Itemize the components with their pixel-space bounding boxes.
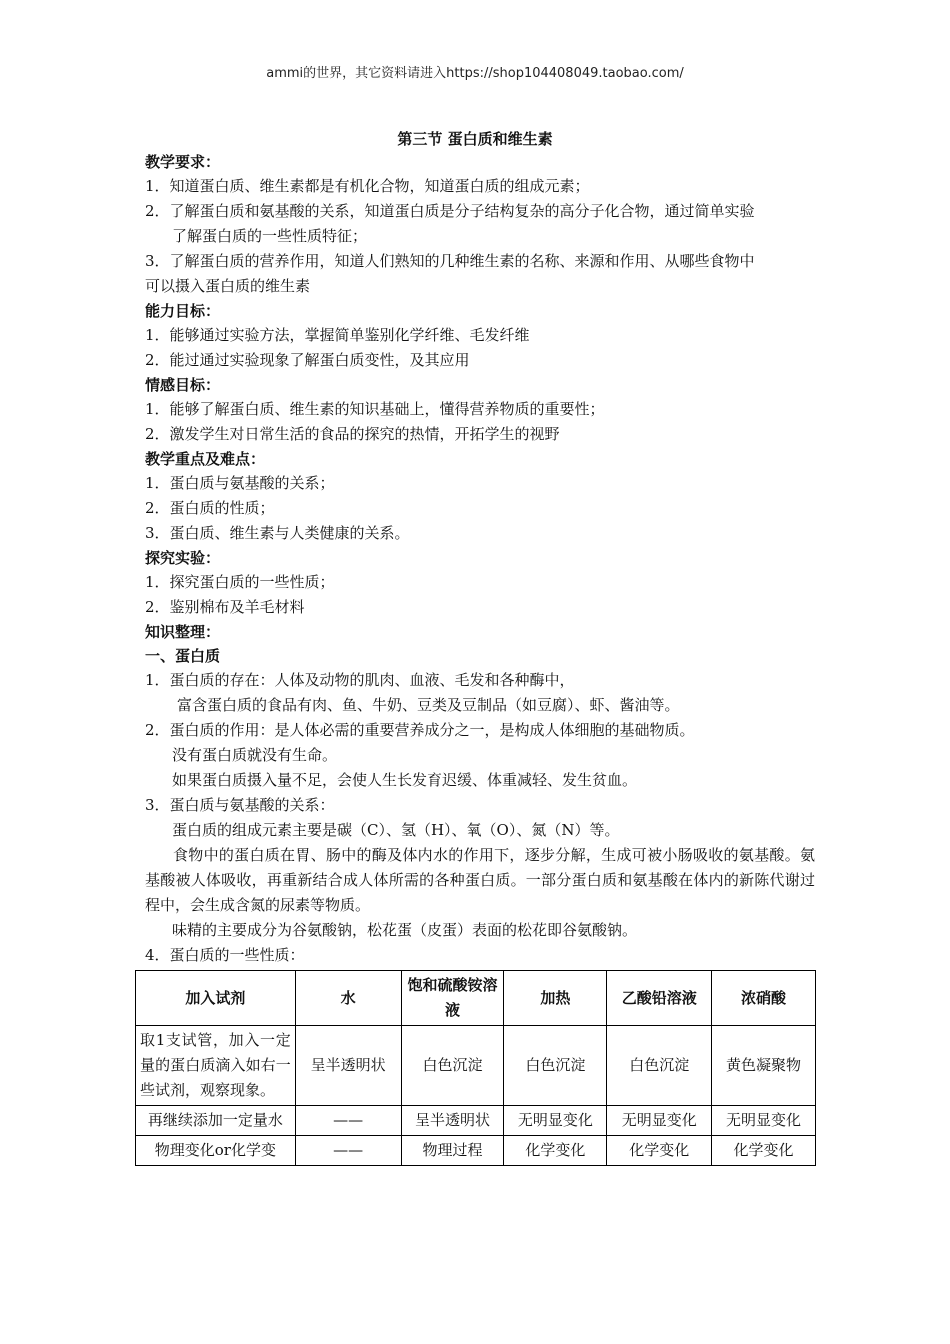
protein-amino-relation: 3．蛋白质与氨基酸的关系： — [145, 796, 335, 814]
protein-foods: 富含蛋白质的食品有肉、鱼、牛奶、豆类及豆制品（如豆腐）、虾、酱油等。 — [177, 696, 680, 714]
experiments-heading: 探究实验： — [145, 549, 221, 567]
table-cell: 呈半透明状 — [401, 1106, 504, 1136]
requirement-3: 3．了解蛋白质的营养作用，知道人们熟知的几种维生素的名称、来源和作用、从哪些食物中 — [145, 252, 755, 270]
protein-elements: 蛋白质的组成元素主要是碳（C）、氢（H）、氧（O）、氮（N）等。 — [172, 821, 620, 839]
experiment-1: 1．探究蛋白质的一些性质； — [145, 573, 335, 591]
ability-goal-1: 1．能够通过实验方法，掌握简单鉴别化学纤维、毛发纤维 — [145, 326, 530, 344]
table-cell: 取1支试管，加入一定量的蛋白质滴入如右一些试剂，观察现象。 — [136, 1026, 296, 1106]
table-cell: 黄色凝聚物 — [712, 1026, 816, 1106]
experiment-2: 2．鉴别棉布及羊毛材料 — [145, 598, 305, 616]
table-cell: —— — [295, 1136, 401, 1166]
protein-function: 2．蛋白质的作用：是人体必需的重要营养成分之一，是构成人体细胞的基础物质。 — [145, 721, 695, 739]
table-header-cell: 浓硝酸 — [712, 971, 816, 1026]
table-cell: 无明显变化 — [504, 1106, 607, 1136]
table-header-cell: 水 — [295, 971, 401, 1026]
table-row — [136, 1026, 816, 1106]
knowledge-heading: 知识整理： — [145, 623, 221, 641]
table-cell: 化学变化 — [504, 1136, 607, 1166]
key-points-heading: 教学重点及难点： — [145, 450, 266, 468]
table-header-cell: 加入试剂 — [136, 971, 296, 1026]
protein-subheading: 一、蛋白质 — [145, 647, 221, 665]
table-header-cell: 饱和硫酸铵溶液 — [401, 971, 504, 1026]
table-row — [136, 1136, 816, 1166]
emotion-goals-heading: 情感目标： — [145, 376, 221, 394]
table-cell: 白色沉淀 — [607, 1026, 712, 1106]
requirement-1: 1．知道蛋白质、维生素都是有机化合物，知道蛋白质的组成元素； — [145, 177, 590, 195]
table-cell: —— — [295, 1106, 401, 1136]
protein-properties-heading: 4．蛋白质的一些性质： — [145, 946, 305, 964]
table-cell: 白色沉淀 — [504, 1026, 607, 1106]
requirement-2: 2．了解蛋白质和氨基酸的关系，知道蛋白质是分子结构复杂的高分子化合物，通过简单实验 — [145, 202, 755, 220]
table-cell: 物理变化or化学变 — [136, 1136, 296, 1166]
protein-digestion-paragraph: 食物中的蛋白质在胃、肠中的酶及体内水的作用下，逐步分解，生成可被小肠吸收的氨基酸。氨基酸被人体吸收，再重新结合成人体所需的各种蛋白质。一部分蛋白质和氨基酸在体内的新陈代谢过程中，会生成含氮的尿素等物质。 — [145, 846, 815, 914]
table-cell: 再继续添加一定量水 — [136, 1106, 296, 1136]
table-cell: 化学变化 — [712, 1136, 816, 1166]
table-cell: 无明显变化 — [712, 1106, 816, 1136]
msg-note: 味精的主要成分为谷氨酸钠，松花蛋（皮蛋）表面的松花即谷氨酸钠。 — [172, 921, 638, 939]
table-header-cell: 乙酸铅溶液 — [607, 971, 712, 1026]
emotion-goal-1: 1．能够了解蛋白质、维生素的知识基础上，懂得营养物质的重要性； — [145, 400, 605, 418]
teaching-requirements-heading: 教学要求： — [145, 153, 221, 171]
table-cell: 物理过程 — [401, 1136, 504, 1166]
page-title: 第三节 蛋白质和维生素 — [397, 130, 553, 148]
emotion-goal-2: 2．激发学生对日常生活的食品的探究的热情，开拓学生的视野 — [145, 425, 560, 443]
table-cell: 呈半透明状 — [295, 1026, 401, 1106]
table-cell: 化学变化 — [607, 1136, 712, 1166]
table-header-cell: 加热 — [504, 971, 607, 1026]
key-point-1: 1．蛋白质与氨基酸的关系； — [145, 474, 335, 492]
ability-goals-heading: 能力目标： — [145, 302, 221, 320]
table-row — [136, 1106, 816, 1136]
requirement-3-cont: 可以摄入蛋白质的维生素 — [145, 277, 311, 295]
table-cell: 无明显变化 — [607, 1106, 712, 1136]
key-point-2: 2．蛋白质的性质； — [145, 499, 275, 517]
ability-goal-2: 2．能过通过实验现象了解蛋白质变性，及其应用 — [145, 351, 470, 369]
key-point-3: 3．蛋白质、维生素与人类健康的关系。 — [145, 524, 410, 542]
document-body — [145, 150, 815, 968]
protein-function-2: 没有蛋白质就没有生命。 — [172, 746, 338, 764]
table-cell: 白色沉淀 — [401, 1026, 504, 1106]
protein-function-3: 如果蛋白质摄入量不足，会使人生长发育迟缓、体重减轻、发生贫血。 — [172, 771, 638, 789]
protein-properties-table — [135, 970, 816, 1166]
table-header-row — [136, 971, 816, 1026]
requirement-2-cont: 了解蛋白质的一些性质特征； — [172, 227, 368, 245]
page-header: ammi的世界，其它资料请进入https://shop104408049.taobao.com/ — [266, 66, 684, 81]
protein-existence: 1．蛋白质的存在：人体及动物的肌肉、血液、毛发和各种酶中， — [145, 671, 575, 689]
